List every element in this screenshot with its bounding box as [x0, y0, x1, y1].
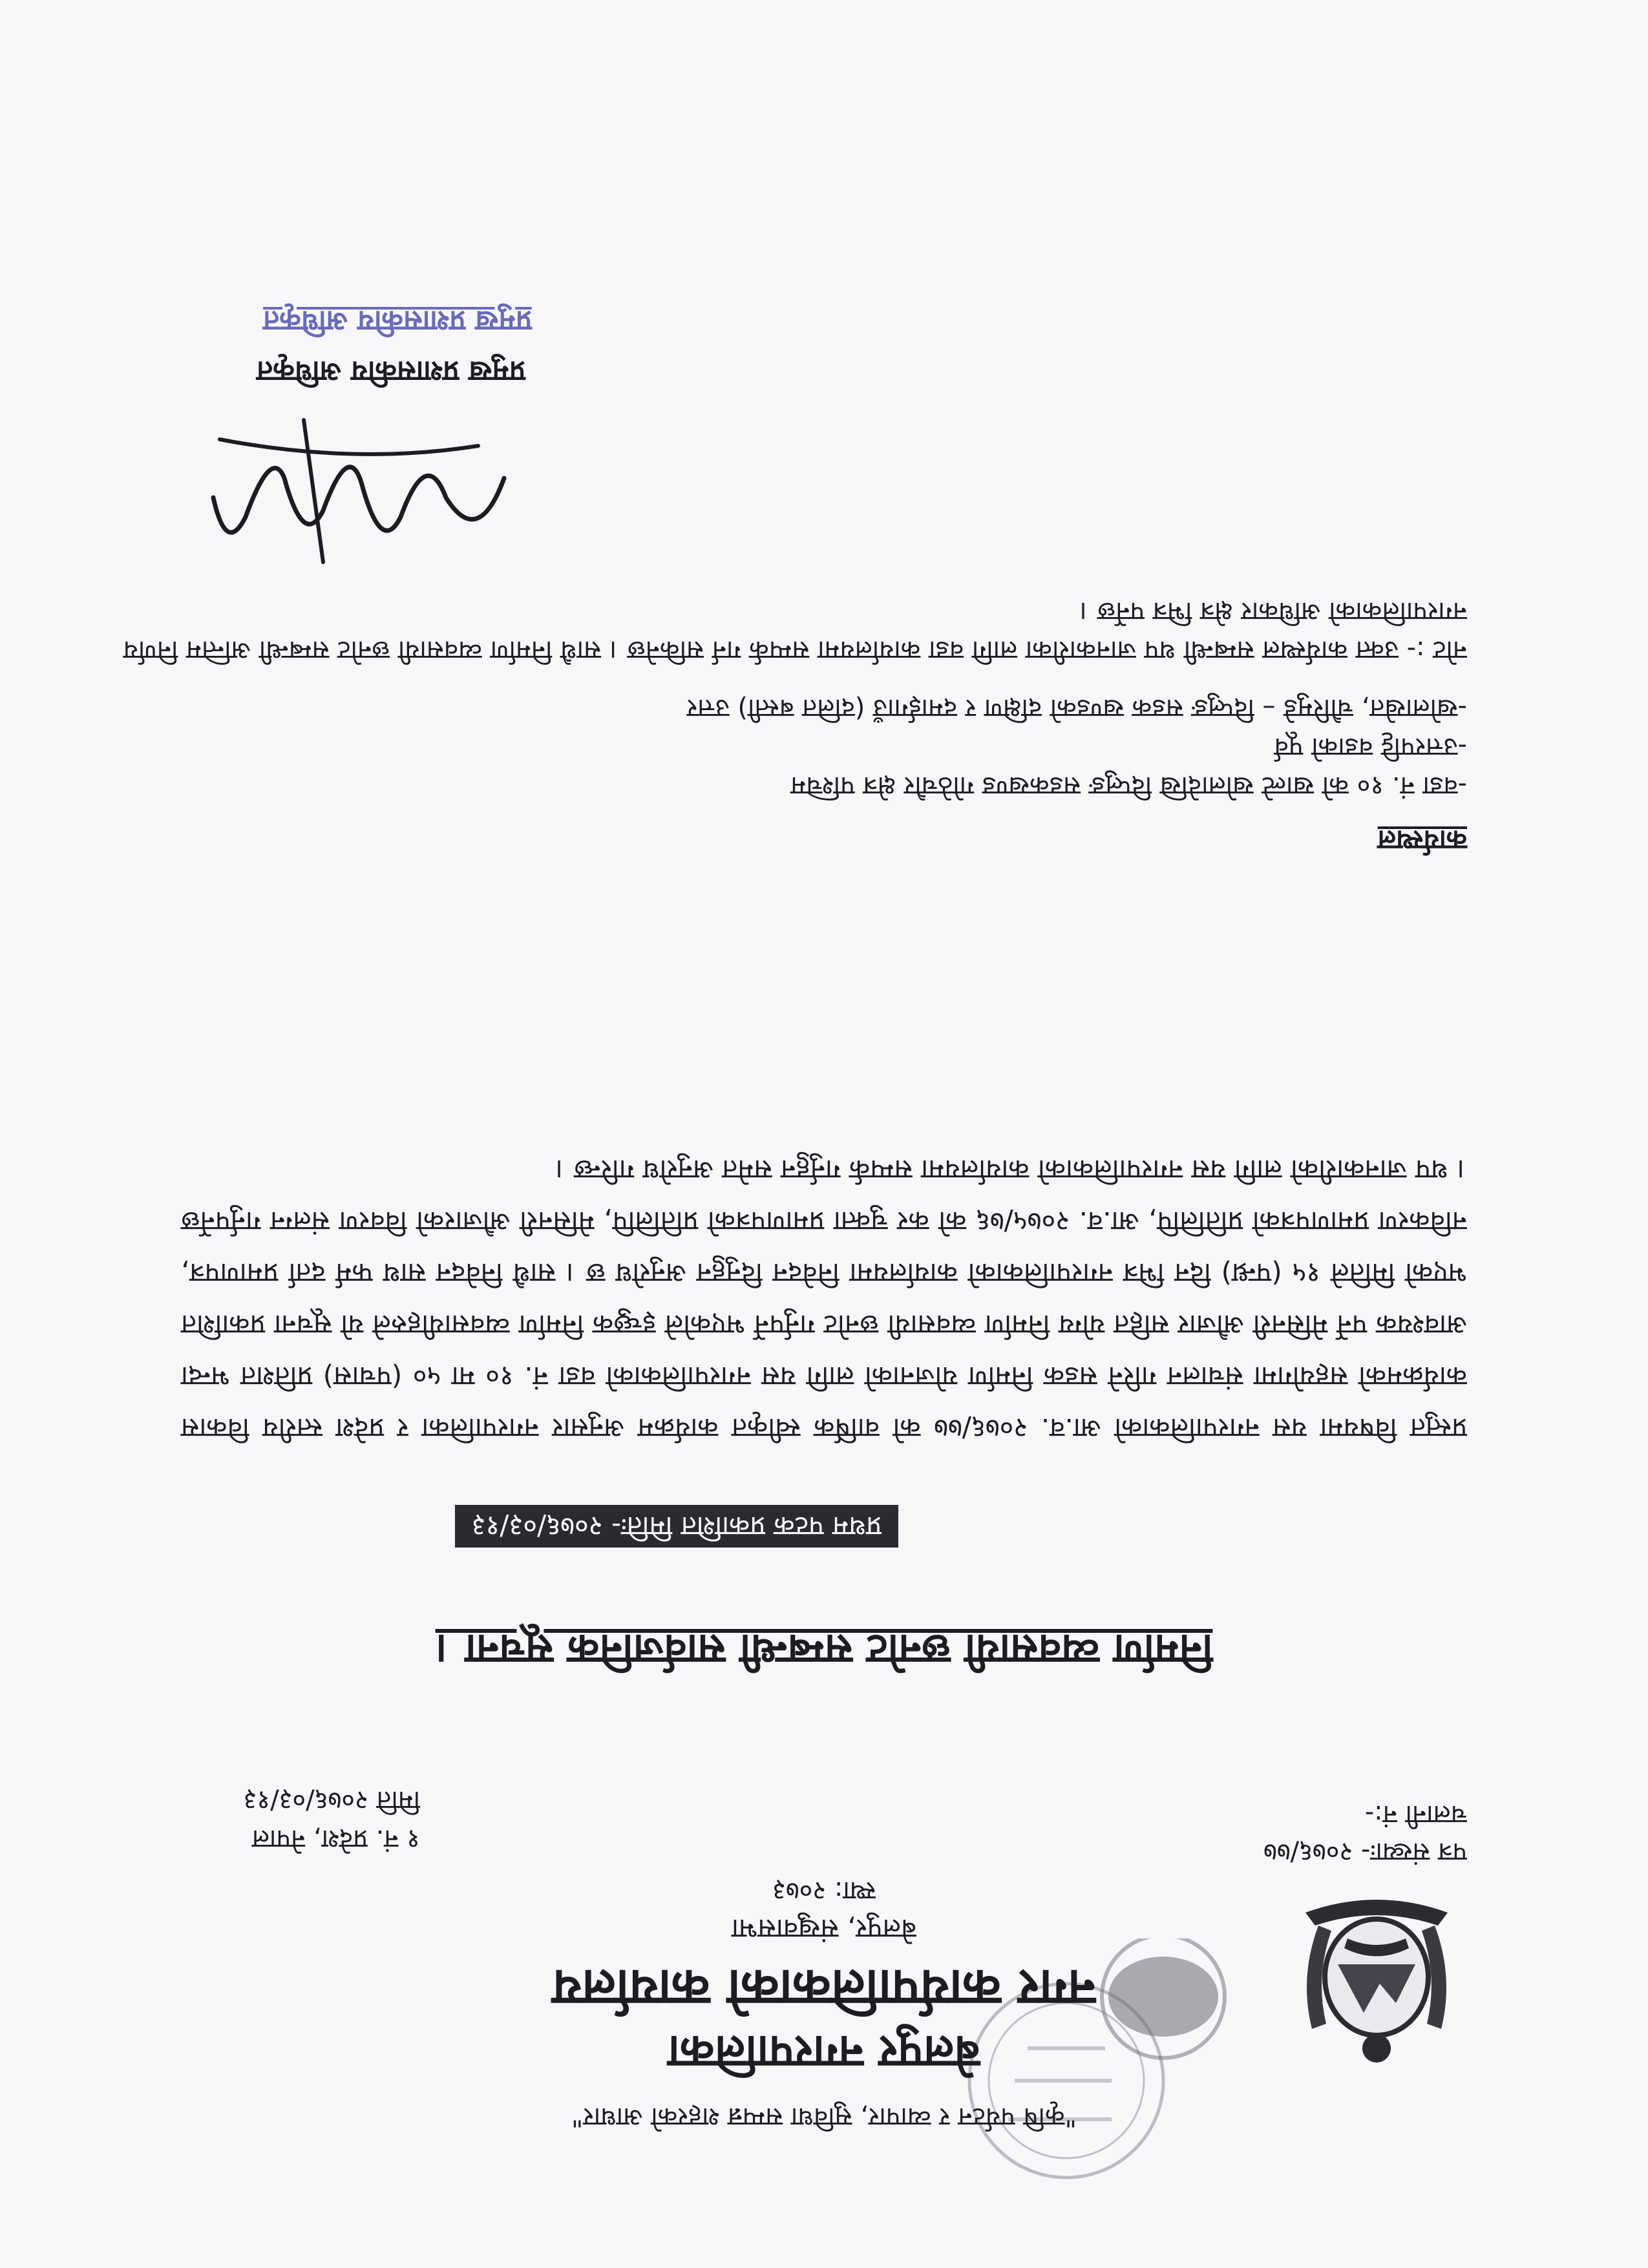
established-year: स्था: २०७३ — [772, 1876, 876, 1906]
letter-number: पत्र संख्याः- २०७६/७७ — [1263, 1837, 1467, 1867]
worksite-line: -उत्तरपट्टि वडाको पूर्व — [1274, 732, 1467, 762]
handwritten-signature — [194, 407, 517, 575]
worksite-line: -वडा नं. १० को खाल्टे खोलादेखि दिप्लुङ सडकखण्ड गोठेचौर क्षेत्र पश्चिम — [790, 771, 1467, 801]
province-line: १ नं. प्रदेश, नेपाल — [251, 1824, 420, 1854]
signatory-stamp: प्रमुख प्रशासकीय अधिकृत — [263, 304, 532, 337]
note-line: नगरपालिकाको अधिकार क्षेत्र भित्र पर्नेछ । — [1079, 596, 1467, 626]
notice-body: प्रस्तुत विषयमा यस नगरपालिकाको आ.व. २०७६/७७ को वार्षिक स्वीकृत कार्यक्रम अनुसार नगरपालिका र प्रदेश स्तरीय विकास कार्यक्रमको सहयोगमा संचालन गरिने सडक निर्माण योजनाको लागि यस नगरपालिकाको वडा नं. १० मा ५० (पचास) प्रतिशत भन्दा आवश्यक पर्ने मेसिनरी औजार सहित योग्य निर्माण व्यवसायी छनोट गर्नुपर्ने भएकोले इच्छुक निर्माण व्यवसायीहरुले यो सूचना प्रकाशित भएको मितिले १५ (पन्ध्र) दिन भित्र नगरपालिकाको कार्यालयमा निवेदन दिनुहुन अनुरोध छ । साथै निवेदन साथ फर्म दर्ता प्रमाणपत्र, नविकरण प्रमाणपत्रको प्रतिलिपि, आ.व. २०७५/७६ को कर चुक्ता प्रमाणपत्रको प्रतिलिपि, मेसिनरी औजारको विवरण संलग्न गर्नुपर्नेछ । थप जानकारीको लागि यस नगरपालिकाको कार्यालयमा सम्पर्क गर्नुहुन समेत अनुरोध गरिन्छ । — [181, 1154, 1467, 1444]
office-name: नगर कार्यपालिकाको कार्यालय — [552, 1958, 1096, 2017]
worksite-line: -खोलाखेत, चौरिमुडे – दिप्लुङ सडक खण्डको दक्षिण र दमाईगाउँ (दलित बस्ती) उत्तर — [686, 693, 1467, 723]
notice-title: निर्माण व्यवसायी छनोट सम्बन्धी सार्वजनिक सूचना । — [435, 1625, 1213, 1673]
nepal-emblem-icon — [1293, 1887, 1461, 2074]
office-address: बेलपुर, संखुवासभा — [732, 1913, 916, 1945]
signatory-title: प्रमुख प्रशासकीय अधिकृत — [257, 355, 525, 388]
worksite-heading: कार्यस्थल — [1377, 824, 1467, 856]
dispatch-number: चलानी नं:- — [1364, 1800, 1467, 1829]
note-line: नोट :- उक्त कार्यस्थल सम्बन्धी थप जानकारीका लागि वडा कार्यालयमा सम्पर्क गर्न सकिनेछ । साथै निर्माण व्यवसायी छनोट सम्बन्धी अन्तिम निर्णय — [123, 635, 1467, 665]
letter-date: मिति २०७६/०३/१३ — [243, 1785, 420, 1815]
municipality-name: बेलपुर नगरपालिका — [668, 2026, 980, 2079]
municipality-motto: "कृषि पर्यटन र व्यापार, सुविधा सम्पन्न शहरको आधार" — [571, 2102, 1077, 2132]
first-publication-date: प्रथम पटक प्रकाशित मितिः- २०७६/०३/१३ — [455, 1505, 898, 1548]
